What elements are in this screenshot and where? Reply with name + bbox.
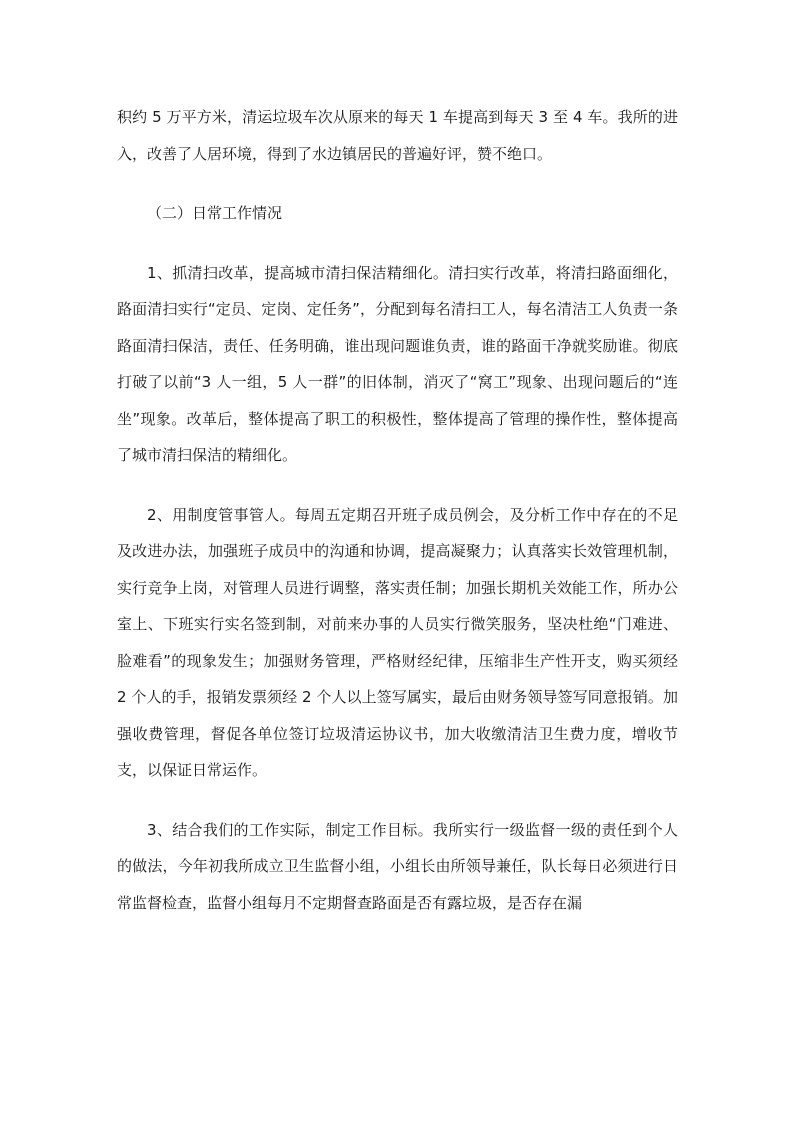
paragraph-item-1: 1、抓清扫改革，提高城市清扫保洁精细化。清扫实行改革，将清扫路面细化，路面清扫实行“定员、定岗、定任务”，分配到每名清扫工人，每名清洁工人负责一条路面清扫保洁，责任、任务明确，谁出现问题谁负责，谁的路面干净就奖励谁。彻底打破了以前“3 人一组，5 人一群”的旧体制，消灭了“窝工”现象、出现问题后的“连坐”现象。改革后，整体提高了职工的积极性，整体提高了管理的操作性，整体提高了城市清扫保洁的精细化。 — [117, 263, 678, 464]
paragraph-item-3: 3、结合我们的工作实际，制定工作目标。我所实行一级监督一级的责任到个人的做法，今年初我所成立卫生监督小组，小组长由所领导兼任，队长每日必须进行日常监督检查，监督小组每月不定期督查路面是否有露垃圾，是否存在漏 — [117, 820, 678, 912]
paragraph-item-2: 2、用制度管事管人。每周五定期召开班子成员例会，及分析工作中存在的不足及改进办法，加强班子成员中的沟通和协调，提高凝聚力；认真落实长效管理机制，实行竞争上岗，对管理人员进行调整，落实责任制；加强长期机关效能工作，所办公室上、下班实行实名签到制，对前来办事的人员实行微笑服务，坚决杜绝“门难进、脸难看”的现象发生；加强财务管理，严格财经纪律，压缩非生产性开支，购买须经 2 个人的手，报销发票须经 2 个人以上签写属实，最后由财务领导签写同意报销。加强收费管理，督促各单位签订垃圾清运协议书，加大收缴清洁卫生费力度，增收节支，以保证日常运作。 — [117, 505, 678, 779]
section-heading: （二）日常工作情况 — [147, 204, 283, 222]
document-body — [117, 99, 678, 921]
paragraph-intro: 积约 5 万平方米，清运垃圾车次从原来的每天 1 车提高到每天 3 至 4 车。我所的进入，改善了人居环境，得到了水边镇居民的普遍好评，赞不绝口。 — [117, 108, 678, 163]
